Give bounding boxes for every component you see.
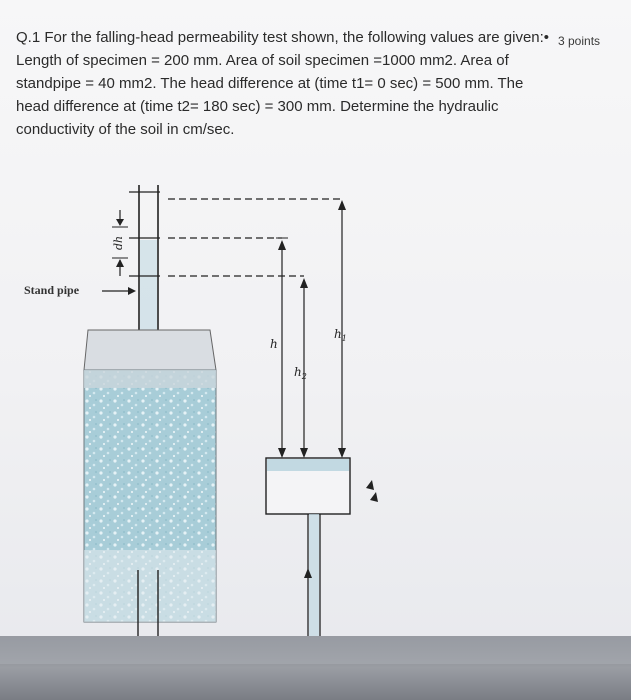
- question-body: For the falling-head permeability test shown, the following values are given:• Length of specimen = 200 mm. Area of soil specimen =1000 mm2. Area of standpipe = 40 mm2. The head difference at (time t1= 0 sec) = 500 mm. The head difference at (time t2= 180 sec) = 300 mm. Determine the hydraulic conductivity of the soil in cm/sec.: [16, 29, 550, 138]
- standpipe-label: Stand pipe: [24, 283, 80, 297]
- background-desk: [0, 636, 631, 700]
- h-label: h: [270, 337, 278, 351]
- standpipe-pointer: [102, 287, 136, 295]
- question-label: Q.1: [16, 29, 41, 46]
- question-text: [16, 26, 556, 141]
- points-badge: 3 points: [558, 34, 601, 48]
- h1-label: $h_1$: [334, 327, 347, 343]
- dh-label: dh: [112, 235, 125, 250]
- h2-label: $h_2$: [294, 365, 307, 381]
- h-dimension: [276, 238, 288, 458]
- soil-container: [84, 330, 216, 622]
- overflow-drip-icon: [366, 480, 378, 502]
- permeability-test-figure: [0, 170, 631, 636]
- outflow-reservoir: [266, 458, 350, 636]
- level-lines: [168, 199, 342, 276]
- background-frame: [0, 636, 631, 664]
